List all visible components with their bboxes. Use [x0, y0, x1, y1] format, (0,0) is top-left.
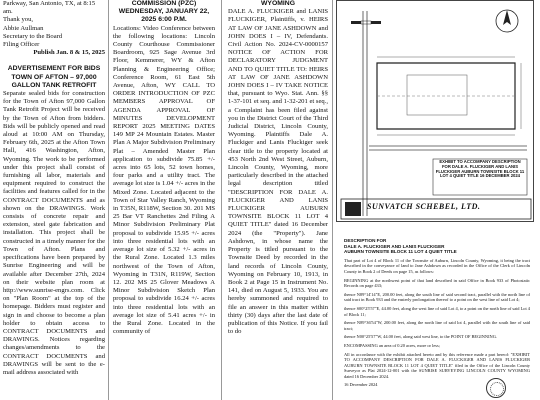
column-2 — [113, 0, 215, 400]
plat-drawing — [337, 1, 535, 223]
legal-description — [344, 238, 530, 391]
legal-date: 16 December 2024 — [344, 382, 378, 388]
exhibit-column — [336, 0, 540, 400]
column-divider — [332, 0, 333, 400]
legal-title-2: DALE A. FLUCKIGER AND LANIS FLUCKIGER — [344, 243, 445, 249]
col3-notice-body: DALE A. FLUCKIGER and LANIS FLUCKIGER, Plaintiffs, v. HEIRS AT LAW OF JANE ASHDOWN and JOHN DOES I – IV, Defendants. Civil Action No. 2024-CV-0000157 NOTICE OF ACTION FOR DECLARATORY JUDGMENT AND TO QUIET TITLE TO: HEIRS AT LAW OF JANE ASHDOWN JOHN DOES I – IV TAKE NOTICE that, pursuant to Wyo. Stat. Ann. §§ 1-37-101 et seq. and 1-32-201 et seq., a Complaint has been filed against you in the District Court of the Third Judicial District, Lincoln County, Wyoming. Plaintiffs Dale A. Fluckiger and Lanis Fluckiger seek clear title to the property located at 453 North 2nd West Street, Auburn, Lincoln County, Wyoming, more particularly described in the attached legal description titled "DESCRIPTION FOR DALE A. FLUCKIGER AND LANIS FLUCKIGER AUBURN TOWNSITE BLOCK 11 LOT 4 QUIET TITLE" dated 16 December 2024 (the "Property"). Jane Ashdown, in whose name the Property is titled pursuant to the Townsite Deed by recorded in the land records of Lincoln County, Wyoming on February 10, 1913, in Book 2 at Page 15 in Instrument No. 141, died on August 5, 1933. You are hereby summoned and required to file an answer in this matter within thirty (30) days after the last date of publication of this Notice. If you fail to do — [228, 8, 328, 336]
surveyor-logo-icon — [345, 202, 361, 216]
legal-title-1: DESCRIPTION FOR — [344, 238, 387, 243]
col1-line-6: Filing Officer — [3, 41, 40, 49]
legal-paragraph-4: thence S00°25'57"E, 44.00 feet, along the west line of said Lot 4, to a point on the north line of said Lot 4 of Block 11; — [344, 305, 530, 317]
col3-state-heading: WYOMING — [261, 0, 295, 7]
col1-bids-heading: ADVERTISEMENT FOR BIDS TOWN OF AFTON – 97,000 GALLON TANK RETROFIT — [7, 65, 101, 89]
surveyor-name: SUNVATCH SCHEBEL, LTD. — [367, 202, 481, 211]
north-arrow-icon — [496, 10, 518, 32]
col1-line-4: Abbie Aullman — [3, 24, 44, 32]
column-3 — [228, 0, 328, 400]
legal-title-3: AUBURN TOWNSITE BLOCK 11 LOT 4 QUIET TITLE — [344, 249, 457, 255]
building-footprint — [407, 75, 467, 115]
col1-bids-body: Separate sealed bids for construction for the Town of Afton 97,000 Gallon Tank Retrofit Project will be received by the Town of Afton from bidders. Bids will be publicly opened and read aloud at 10:00 AM on Thursday, February 6th, 2025 at the Afton Town Hall, 416 Washington, Afton, Wyoming. The work to be performed under this project shall consist of furnishing all labor, materials and equipment required to construct the facilities and features called for in the CONTRACT DOCUMENTS and as shown on the DRAWINGS. Work consists of concrete repair and extension, steel gate fabrication and installation. This project shall be constructed in a timely manner for the Town of Afton. Plans and specifications have been prepared by Sunrise Engineering and will be available after December 27th, 2024 on their website plan room at http://www.sunrise-engrs.com. Click on "Plan Room" at the top of the homepage. Bidders must register and sign in and choose to become a plan holder to obtain access to CONTRACT DOCUMENTS and DRAWINGS. Notices regarding changes/amendments to the CONTRACT DOCUMENTS and DRAWINGS will be sent to the e-mail address associated with — [3, 90, 105, 376]
legal-paragraph-7: ENCOMPASSING an area of 0.20 acres, more or less; — [344, 342, 440, 348]
col1-publish-line: Publish Jan. 8 & 15, 2025 — [33, 49, 105, 57]
col1-line-3: Thank you, — [3, 16, 34, 24]
col1-spacer — [3, 57, 105, 65]
col1-line-1: Parkway, San Antonio, TX, at 8:15 — [3, 0, 96, 7]
legal-paragraph-6: thence N00°25'57"W, 44.00 feet, along said west line, to the POINT OF BEGINNING. — [344, 334, 497, 340]
legal-paragraph-8: All in accordance with the exhibit attached hereto and by this reference made a part hereof: "EXHIBIT TO ACCOMPANY DESCRIPTION FOR DALE A. FLUCKIGER AND LANIS FLUCKIGER AUBURN TOWNSITE BLOCK 11 LOT 4 QUIET TITLE" filed in the Office of the Lincoln County Surveyor as Plat 2024-12-001 with the SUNRISE SURVEYING LINCOLN COUNTY WYOMING dated 16 December 2024. — [344, 351, 530, 379]
column-divider — [221, 0, 222, 400]
legal-paragraph-2: BEGINNING at the northwest point of that land described in said Office in Book 933 of Photostatic Records on page 433; — [344, 277, 530, 289]
legal-paragraph-5: thence N89°36'54"W, 200.00 feet, along the north line of said lot 4, parallel with the south line of said tract; — [344, 320, 530, 331]
col1-line-2: am. — [3, 8, 13, 16]
plat-map-exhibit — [336, 0, 534, 222]
surveyor-seal-icon — [486, 378, 506, 398]
legal-paragraph-3: thence N89°14'14"E, 200.00 feet, along the south line of said second tract, parallel with the north line of said tract in Book 933 and the easterly prolongation thereof to a point on the west line of said Lot 4; — [344, 291, 530, 303]
col1-line-5: Secretary to the Board — [3, 32, 63, 40]
col2-meeting-body: Locations: Video Conference between the following locations: Lincoln County Courthouse Commissioner Boardroom, 925 Sage Avenue 3rd Floor, Kemmerer, WY & Afton Planning & Engineering Office; Conference Room, 61 East 5th Avenue, Afton, WY CALL TO ORDER INTRODUCTION OF PZC MEMBERS APPROVAL OF AGENDA APPROVAL OF MINUTES DEVELOPMENT REPORT 2025 MEETING DATES 149 MP 24 Mountain Estates. Master Plan A Major Subdivision Preliminary Plat – Amended Master Plan application to subdivide 75.85 +/- acres into 65 lots, 52 town homes, four parks and a utility tract. The average lot size is 1.04 +/- acres in the Mixed Zone. Located adjacent to the Town of Star Valley Ranch, Wyoming in T35N, R118W, Section 30. 201 MS 25 Bar VT Ranchettes 2nd Filing A Minor Subdivision Preliminary Plat proposal to subdivide 15.95 +/- acres into three residential lots with an average lot size of 5.32 +/- acres in the Rural Zone. Located 1.3 miles northwest of the Town of Afton, Wyoming in T31N, R119W, Section 12. 202 MS 25 Glover Meadows A Minor Subdivision Sketch Plan proposal to subdivide 16.24 +/- acres into three residential lots with an average lot size of 5.41 acres +/- in the Rural Zone. Located in the community of — [113, 24, 215, 336]
col2-meeting-heading: COMMISSION (PZC) WEDNESDAY, JANUARY 22, 2025 6:00 P.M. — [118, 0, 210, 24]
column-divider — [108, 0, 109, 400]
scale-bar-icon — [351, 21, 381, 24]
exhibit-label-text: EXHIBIT TO ACCOMPANY DESCRIPTION FOR DALE A. FLUCKIGER AND LANIS FLUCKIGER AUBURN TOWNSITE BLOCK 11 LOT 4 QUIET TITLE 16 DECEMBER 2024 — [435, 160, 525, 179]
column-1 — [3, 0, 105, 400]
legal-paragraph-1: That part of Lot 4 of Block 11 of the Townsite of Auburn, Lincoln County, Wyoming, it being the tract described in the conveyance of land to Jane Ashdown as recorded in the Office of the Clerk of Lincoln County in Book 2 of Deeds on page 15, as follows: — [344, 257, 530, 274]
